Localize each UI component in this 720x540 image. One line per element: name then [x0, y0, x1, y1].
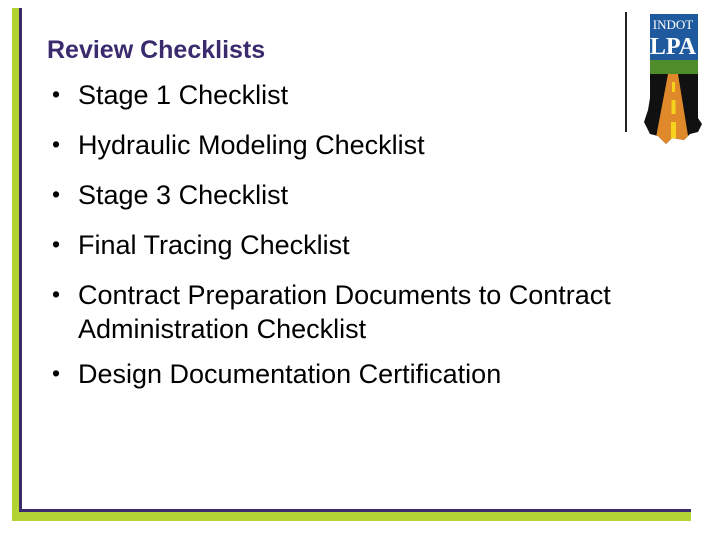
logo-road-stripe: [671, 122, 676, 140]
logo-road-stripe: [672, 100, 676, 114]
bullet-text: Stage 1 Checklist: [78, 80, 289, 110]
logo-indot-text: INDOT: [652, 17, 694, 32]
checklist-bullet-list: [52, 78, 612, 407]
bullet-text: Hydraulic Modeling Checklist: [78, 130, 425, 160]
logo-divider-line: [625, 12, 627, 132]
bullet-item: [52, 78, 612, 112]
bullet-item: [52, 178, 612, 212]
frame-bottom-purple-line: [19, 509, 691, 512]
bullet-dot-icon: •: [52, 131, 61, 157]
bullet-text: Stage 3 Checklist: [78, 180, 289, 210]
bullet-item: [52, 128, 612, 162]
bullet-item: [52, 228, 612, 262]
frame-left-purple-line: [19, 8, 22, 521]
indot-lpa-logo: [632, 10, 714, 148]
bullet-dot-icon: •: [52, 231, 61, 257]
bullet-text: Design Documentation Certification: [78, 359, 502, 389]
logo-lpa-text: LPA: [649, 34, 697, 60]
frame-bottom-green-bar: [12, 512, 691, 521]
logo-road-stripe: [672, 82, 675, 92]
bullet-dot-icon: •: [52, 181, 61, 207]
bullet-item: [52, 278, 612, 346]
slide-title: Review Checklists: [47, 36, 266, 64]
logo-green-band: [632, 60, 714, 74]
bullet-text: Contract Preparation Documents to Contract Administration Checklist: [78, 280, 611, 344]
bullet-dot-icon: •: [52, 360, 61, 386]
bullet-item: [52, 357, 612, 391]
bullet-text: Final Tracing Checklist: [78, 230, 350, 260]
bullet-dot-icon: •: [52, 81, 61, 107]
bullet-dot-icon: •: [52, 281, 61, 307]
frame-left-green-bar: [12, 8, 19, 521]
